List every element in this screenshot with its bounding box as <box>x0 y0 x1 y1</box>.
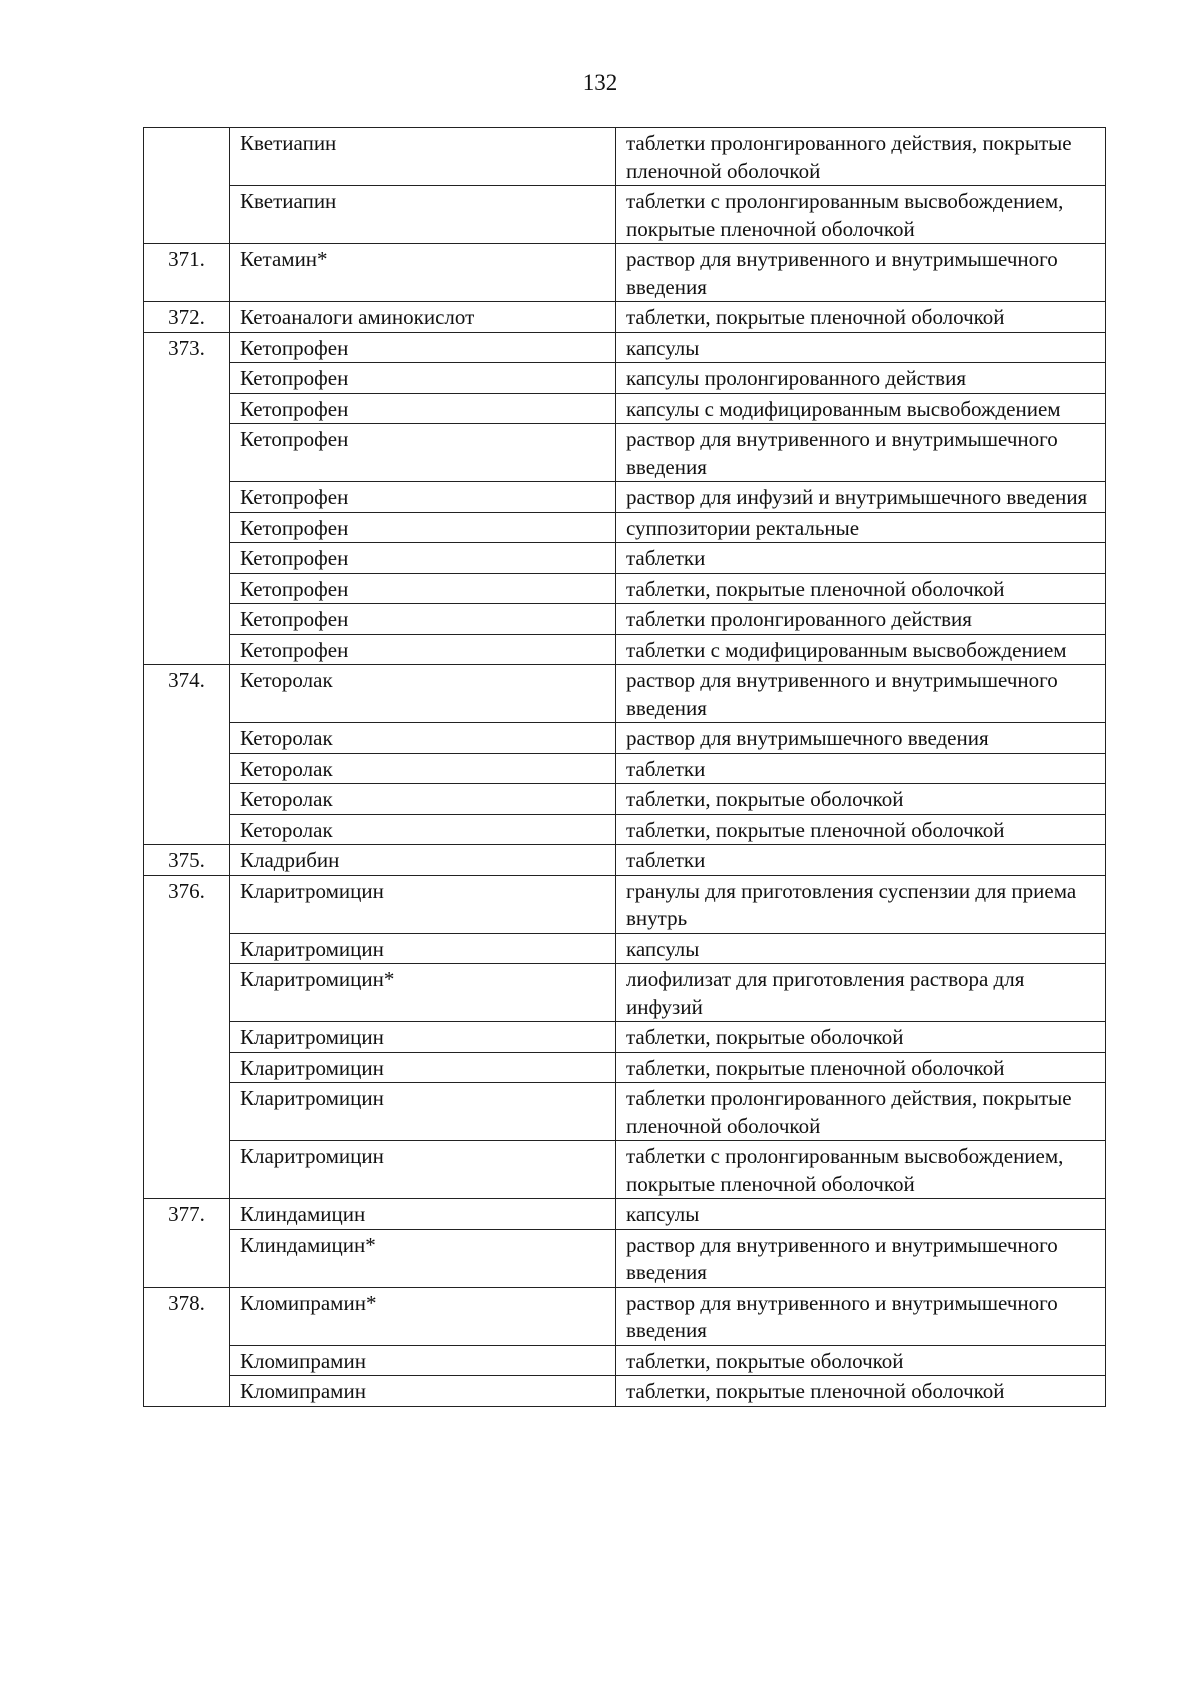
dosage-form: таблетки с пролонгированным высвобождением, покрытые пленочной оболочкой <box>616 1141 1106 1199</box>
drug-name: Кетопрофен <box>230 573 616 604</box>
table-row <box>144 128 1106 186</box>
table-row <box>144 1199 1106 1230</box>
dosage-form: таблетки <box>616 543 1106 574</box>
dosage-form: таблетки <box>616 753 1106 784</box>
table-row <box>144 604 1106 635</box>
dosage-form: раствор для внутривенного и внутримышечного введения <box>616 665 1106 723</box>
drug-name: Кеторолак <box>230 753 616 784</box>
table-row <box>144 186 1106 244</box>
dosage-form: таблетки, покрытые пленочной оболочкой <box>616 1052 1106 1083</box>
table-row <box>144 363 1106 394</box>
table-row <box>144 482 1106 513</box>
drug-name: Кларитромицин <box>230 1083 616 1141</box>
dosage-form: капсулы <box>616 933 1106 964</box>
dosage-form: раствор для инфузий и внутримышечного введения <box>616 482 1106 513</box>
table-row <box>144 424 1106 482</box>
table-row <box>144 1083 1106 1141</box>
drug-name: Клиндамицин* <box>230 1229 616 1287</box>
drug-name: Кларитромицин <box>230 875 616 933</box>
table-row <box>144 1345 1106 1376</box>
drug-name: Кетопрофен <box>230 424 616 482</box>
drug-name: Кетамин* <box>230 244 616 302</box>
drug-name: Кломипрамин <box>230 1345 616 1376</box>
drug-name: Кетопрофен <box>230 482 616 513</box>
item-number: 378. <box>144 1287 230 1406</box>
dosage-form: капсулы пролонгированного действия <box>616 363 1106 394</box>
drug-name: Кларитромицин <box>230 1052 616 1083</box>
dosage-form: таблетки с пролонгированным высвобождением, покрытые пленочной оболочкой <box>616 186 1106 244</box>
drug-name: Кветиапин <box>230 128 616 186</box>
drug-name: Кеторолак <box>230 814 616 845</box>
dosage-form: гранулы для приготовления суспензии для приема внутрь <box>616 875 1106 933</box>
drug-name: Кломипрамин <box>230 1376 616 1407</box>
table-row <box>144 665 1106 723</box>
drug-name: Кетопрофен <box>230 634 616 665</box>
table-row <box>144 332 1106 363</box>
dosage-form: капсулы с модифицированным высвобождением <box>616 393 1106 424</box>
item-number <box>144 128 230 244</box>
item-number: 374. <box>144 665 230 845</box>
table-row <box>144 845 1106 876</box>
table-row <box>144 302 1106 333</box>
drug-list-body <box>144 128 1106 1407</box>
dosage-form: таблетки, покрытые оболочкой <box>616 784 1106 815</box>
table-row <box>144 512 1106 543</box>
drug-name: Кеторолак <box>230 723 616 754</box>
dosage-form: лиофилизат для приготовления раствора для инфузий <box>616 964 1106 1022</box>
dosage-form: таблетки, покрытые пленочной оболочкой <box>616 1376 1106 1407</box>
item-number: 375. <box>144 845 230 876</box>
drug-name: Кларитромицин <box>230 1022 616 1053</box>
dosage-form: таблетки пролонгированного действия, покрытые пленочной оболочкой <box>616 128 1106 186</box>
table-row <box>144 723 1106 754</box>
table-row <box>144 1141 1106 1199</box>
dosage-form: таблетки, покрытые оболочкой <box>616 1022 1106 1053</box>
drug-name: Кетопрофен <box>230 363 616 394</box>
drug-name: Кетопрофен <box>230 332 616 363</box>
dosage-form: таблетки пролонгированного действия, покрытые пленочной оболочкой <box>616 1083 1106 1141</box>
dosage-form: раствор для внутривенного и внутримышечного введения <box>616 424 1106 482</box>
page-number: 132 <box>582 70 618 95</box>
drug-name: Кеторолак <box>230 784 616 815</box>
table-row <box>144 1022 1106 1053</box>
drug-name: Кетопрофен <box>230 604 616 635</box>
item-number: 376. <box>144 875 230 1199</box>
item-number: 373. <box>144 332 230 665</box>
table-row <box>144 1376 1106 1407</box>
item-number: 372. <box>144 302 230 333</box>
dosage-form: таблетки пролонгированного действия <box>616 604 1106 635</box>
table-row <box>144 964 1106 1022</box>
drug-name: Кладрибин <box>230 845 616 876</box>
table-row <box>144 1052 1106 1083</box>
drug-name: Кетоаналоги аминокислот <box>230 302 616 333</box>
dosage-form: раствор для внутривенного и внутримышечного введения <box>616 1229 1106 1287</box>
table-row <box>144 573 1106 604</box>
dosage-form: таблетки, покрытые пленочной оболочкой <box>616 814 1106 845</box>
drug-name: Кларитромицин <box>230 1141 616 1199</box>
dosage-form: капсулы <box>616 332 1106 363</box>
table-row <box>144 543 1106 574</box>
dosage-form: раствор для внутривенного и внутримышечного введения <box>616 244 1106 302</box>
table-row <box>144 933 1106 964</box>
table-row <box>144 875 1106 933</box>
drug-name: Кларитромицин <box>230 933 616 964</box>
table-row <box>144 393 1106 424</box>
drug-list-table <box>143 127 1106 1407</box>
table-row <box>144 814 1106 845</box>
table-row <box>144 634 1106 665</box>
table-row <box>144 1229 1106 1287</box>
drug-name: Кветиапин <box>230 186 616 244</box>
dosage-form: таблетки с модифицированным высвобождением <box>616 634 1106 665</box>
dosage-form: суппозитории ректальные <box>616 512 1106 543</box>
drug-name: Кетопрофен <box>230 393 616 424</box>
dosage-form: таблетки, покрытые оболочкой <box>616 1345 1106 1376</box>
dosage-form: капсулы <box>616 1199 1106 1230</box>
drug-name: Клиндамицин <box>230 1199 616 1230</box>
dosage-form: таблетки, покрытые пленочной оболочкой <box>616 302 1106 333</box>
drug-name: Кларитромицин* <box>230 964 616 1022</box>
dosage-form: раствор для внутривенного и внутримышечного введения <box>616 1287 1106 1345</box>
drug-name: Кетопрофен <box>230 543 616 574</box>
dosage-form: таблетки <box>616 845 1106 876</box>
drug-name: Кетопрофен <box>230 512 616 543</box>
item-number: 377. <box>144 1199 230 1288</box>
table-row <box>144 1287 1106 1345</box>
dosage-form: таблетки, покрытые пленочной оболочкой <box>616 573 1106 604</box>
table-row <box>144 244 1106 302</box>
drug-name: Кеторолак <box>230 665 616 723</box>
drug-name: Кломипрамин* <box>230 1287 616 1345</box>
table-row <box>144 753 1106 784</box>
item-number: 371. <box>144 244 230 302</box>
table-row <box>144 784 1106 815</box>
dosage-form: раствор для внутримышечного введения <box>616 723 1106 754</box>
